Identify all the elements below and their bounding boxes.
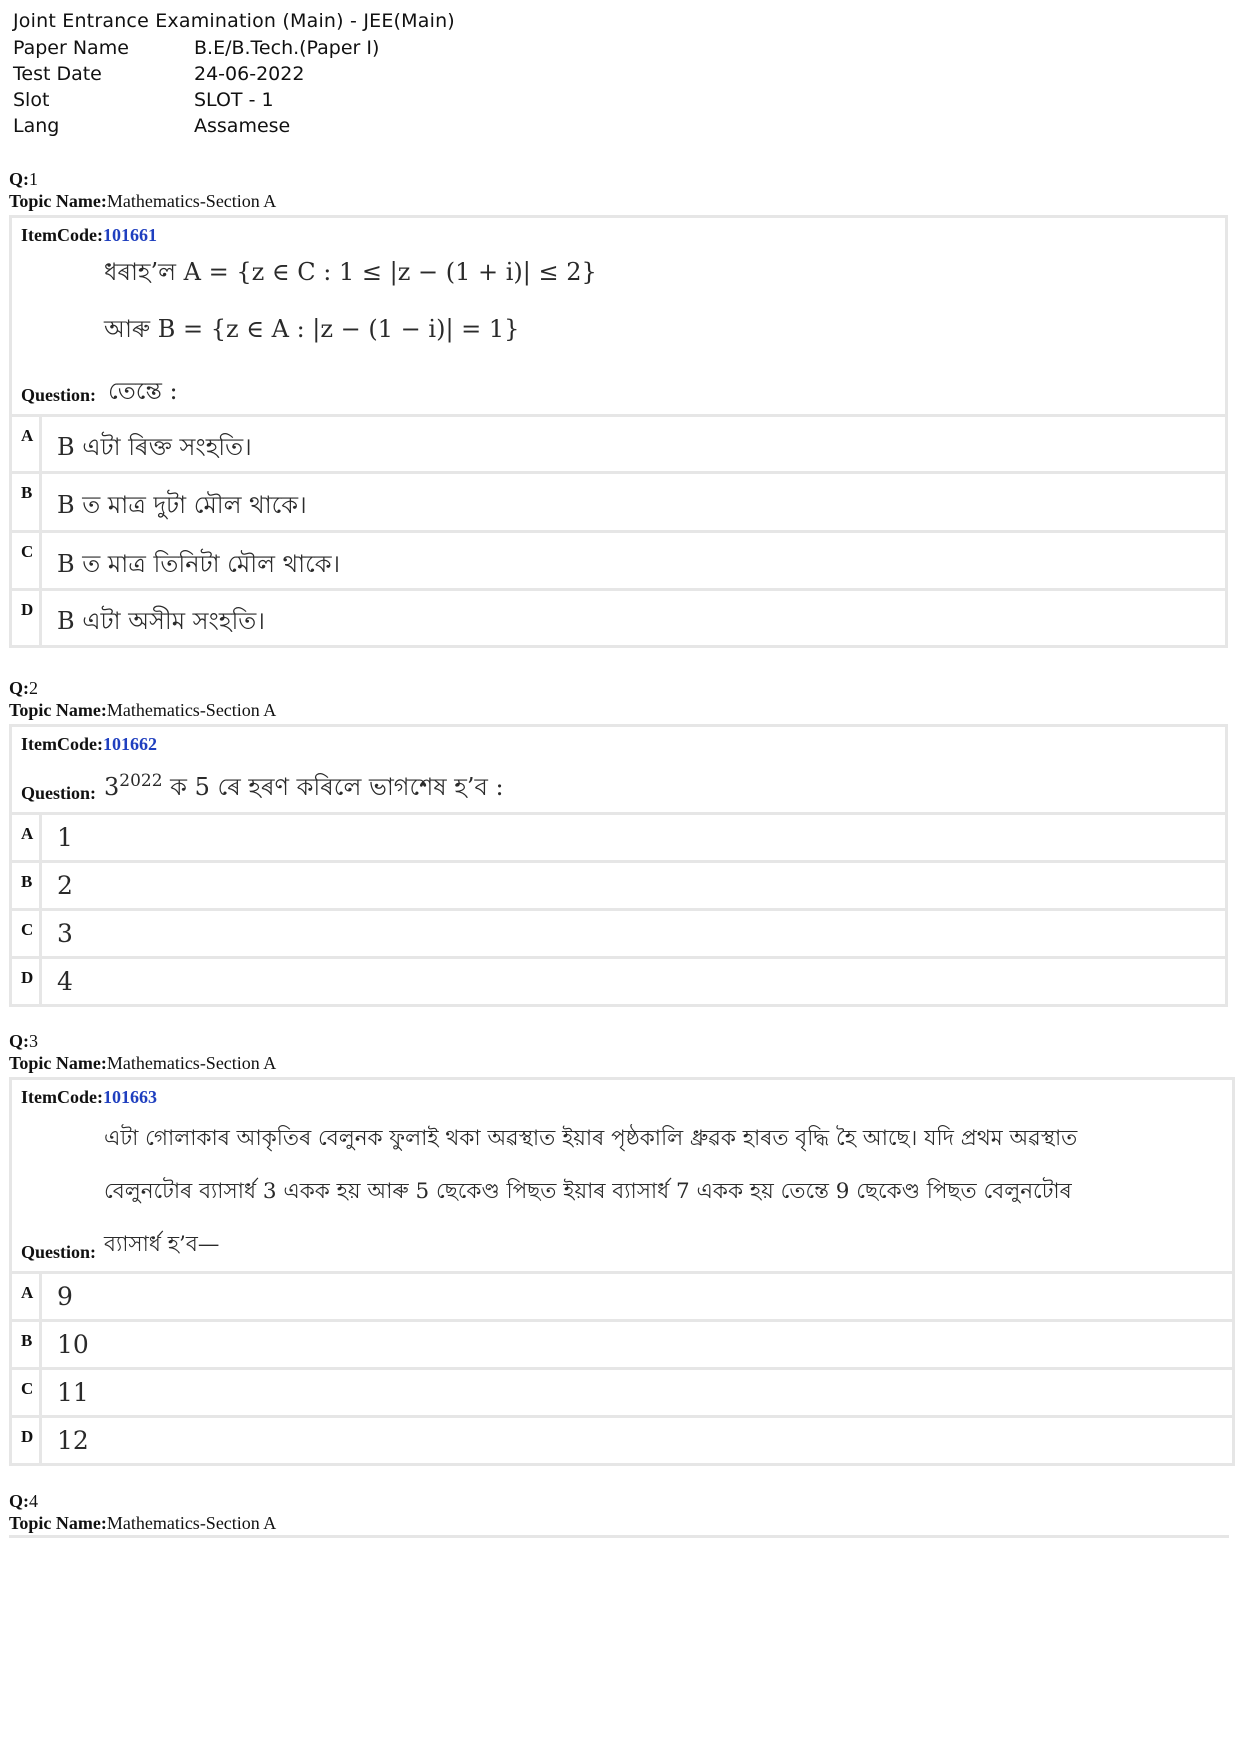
option-a[interactable] [12,815,1225,863]
exam-info-table [13,36,379,140]
info-value: B.E/B.Tech.(Paper I) [194,37,380,59]
option-b[interactable] [12,474,1225,533]
question-label: Question: [21,1242,97,1262]
option-c[interactable] [12,1370,1232,1418]
topic-name: Topic Name:Mathematics-Section A [9,700,277,720]
info-value: Assamese [194,115,291,137]
question-1-header [9,168,276,212]
option-text: 3 [57,919,73,948]
question-stem [12,727,1225,815]
item-code: ItemCode:101662 [21,734,157,754]
option-letter: C [12,911,42,956]
question-4-box-top [9,1535,1229,1538]
topic-name: Topic Name:Mathematics-Section A [9,1053,277,1073]
option-d[interactable] [12,591,1225,645]
question-stem [12,1080,1232,1274]
option-c[interactable] [12,911,1225,959]
info-label: Lang [13,115,60,137]
info-label: Paper Name [13,37,129,59]
option-b[interactable] [12,863,1225,911]
option-letter: D [12,1418,42,1463]
option-letter: B [12,1322,42,1367]
question-number: Q:2 [9,678,38,698]
option-letter: D [12,959,42,1004]
info-row [13,62,379,88]
question-3-box [9,1077,1235,1466]
question-text-line: ব্যাসাৰ্ধ হ’ব— [104,1232,220,1257]
question-text-line [104,769,504,809]
question-text-line: তেন্তে : [108,377,178,405]
info-label: Test Date [13,63,102,85]
option-a[interactable] [12,417,1225,474]
option-text: B ত মাত্ৰ দুটা মৌল থাকে। [57,491,307,519]
item-code: ItemCode:101661 [21,225,157,245]
question-stem [12,218,1225,417]
option-letter: A [12,1274,42,1319]
question-2-header [9,677,276,721]
question-1-box [9,215,1228,648]
question-4-header [9,1490,276,1534]
option-d[interactable] [12,1418,1232,1463]
question-label: Question: [21,385,97,405]
info-label: Slot [13,89,50,111]
option-letter: A [12,815,42,860]
option-text: B এটা ৰিক্ত সংহতি। [57,433,252,461]
power-base: 3 [104,773,120,801]
power-exponent: 2022 [119,771,163,791]
option-letter: C [12,533,42,588]
question-text-rest: ক 5 ৰে হৰণ কৰিলে ভাগশেষ হ’ব : [162,773,504,801]
exam-title: Joint Entrance Examination (Main) - JEE(Main) [13,10,455,32]
question-3-header [9,1030,276,1074]
question-text-line: আৰু B = {z ∈ A : |z − (1 − i)| = 1} [104,315,520,343]
option-letter: A [12,417,42,471]
option-text: 12 [57,1426,89,1455]
info-row [13,36,379,62]
question-text-line: ধৰাহ’ল A = {z ∈ C : 1 ≤ |z − (1 + i)| ≤ 2} [104,258,597,286]
option-text: 4 [57,967,73,996]
question-label: Question: [21,783,97,803]
option-letter: D [12,591,42,645]
option-c[interactable] [12,533,1225,591]
option-text: B এটা অসীম সংহতি। [57,607,265,635]
info-row [13,88,379,114]
item-code: ItemCode:101663 [21,1087,157,1107]
option-a[interactable] [12,1274,1232,1322]
option-text: 2 [57,871,73,900]
question-text-line: বেলুনটোৰ ব্যাসাৰ্ধ 3 একক হয় আৰু 5 ছেকেণ্ড পিছত ইয়াৰ ব্যাসাৰ্ধ 7 একক হয় তেন্তে 9 ছেকেণ্ড পিছত বেলুনটোৰ [104,1179,1072,1204]
info-value: SLOT - 1 [194,89,274,111]
exam-header [13,10,455,140]
option-text: 1 [57,823,73,852]
option-d[interactable] [12,959,1225,1004]
option-b[interactable] [12,1322,1232,1370]
option-text: 11 [57,1378,89,1407]
question-number: Q:4 [9,1491,38,1511]
option-text: 10 [57,1330,89,1359]
question-number: Q:3 [9,1031,38,1051]
option-letter: B [12,474,42,530]
question-number: Q:1 [9,169,38,189]
option-letter: B [12,863,42,908]
option-letter: C [12,1370,42,1415]
topic-name: Topic Name:Mathematics-Section A [9,191,277,211]
option-text: B ত মাত্ৰ তিনিটা মৌল থাকে। [57,550,341,578]
question-2-box [9,724,1228,1007]
option-text: 9 [57,1282,73,1311]
topic-name: Topic Name:Mathematics-Section A [9,1513,277,1533]
question-text-line: এটা গোলাকাৰ আকৃতিৰ বেলুনক ফুলাই থকা অৱস্থাত ইয়াৰ পৃষ্ঠকালি ধ্ৰুৱক হাৰত বৃদ্ধি হৈ আছে। যদি প্ৰথম অৱস্থাত [104,1126,1078,1151]
info-value: 24-06-2022 [194,63,305,85]
info-row [13,114,379,140]
